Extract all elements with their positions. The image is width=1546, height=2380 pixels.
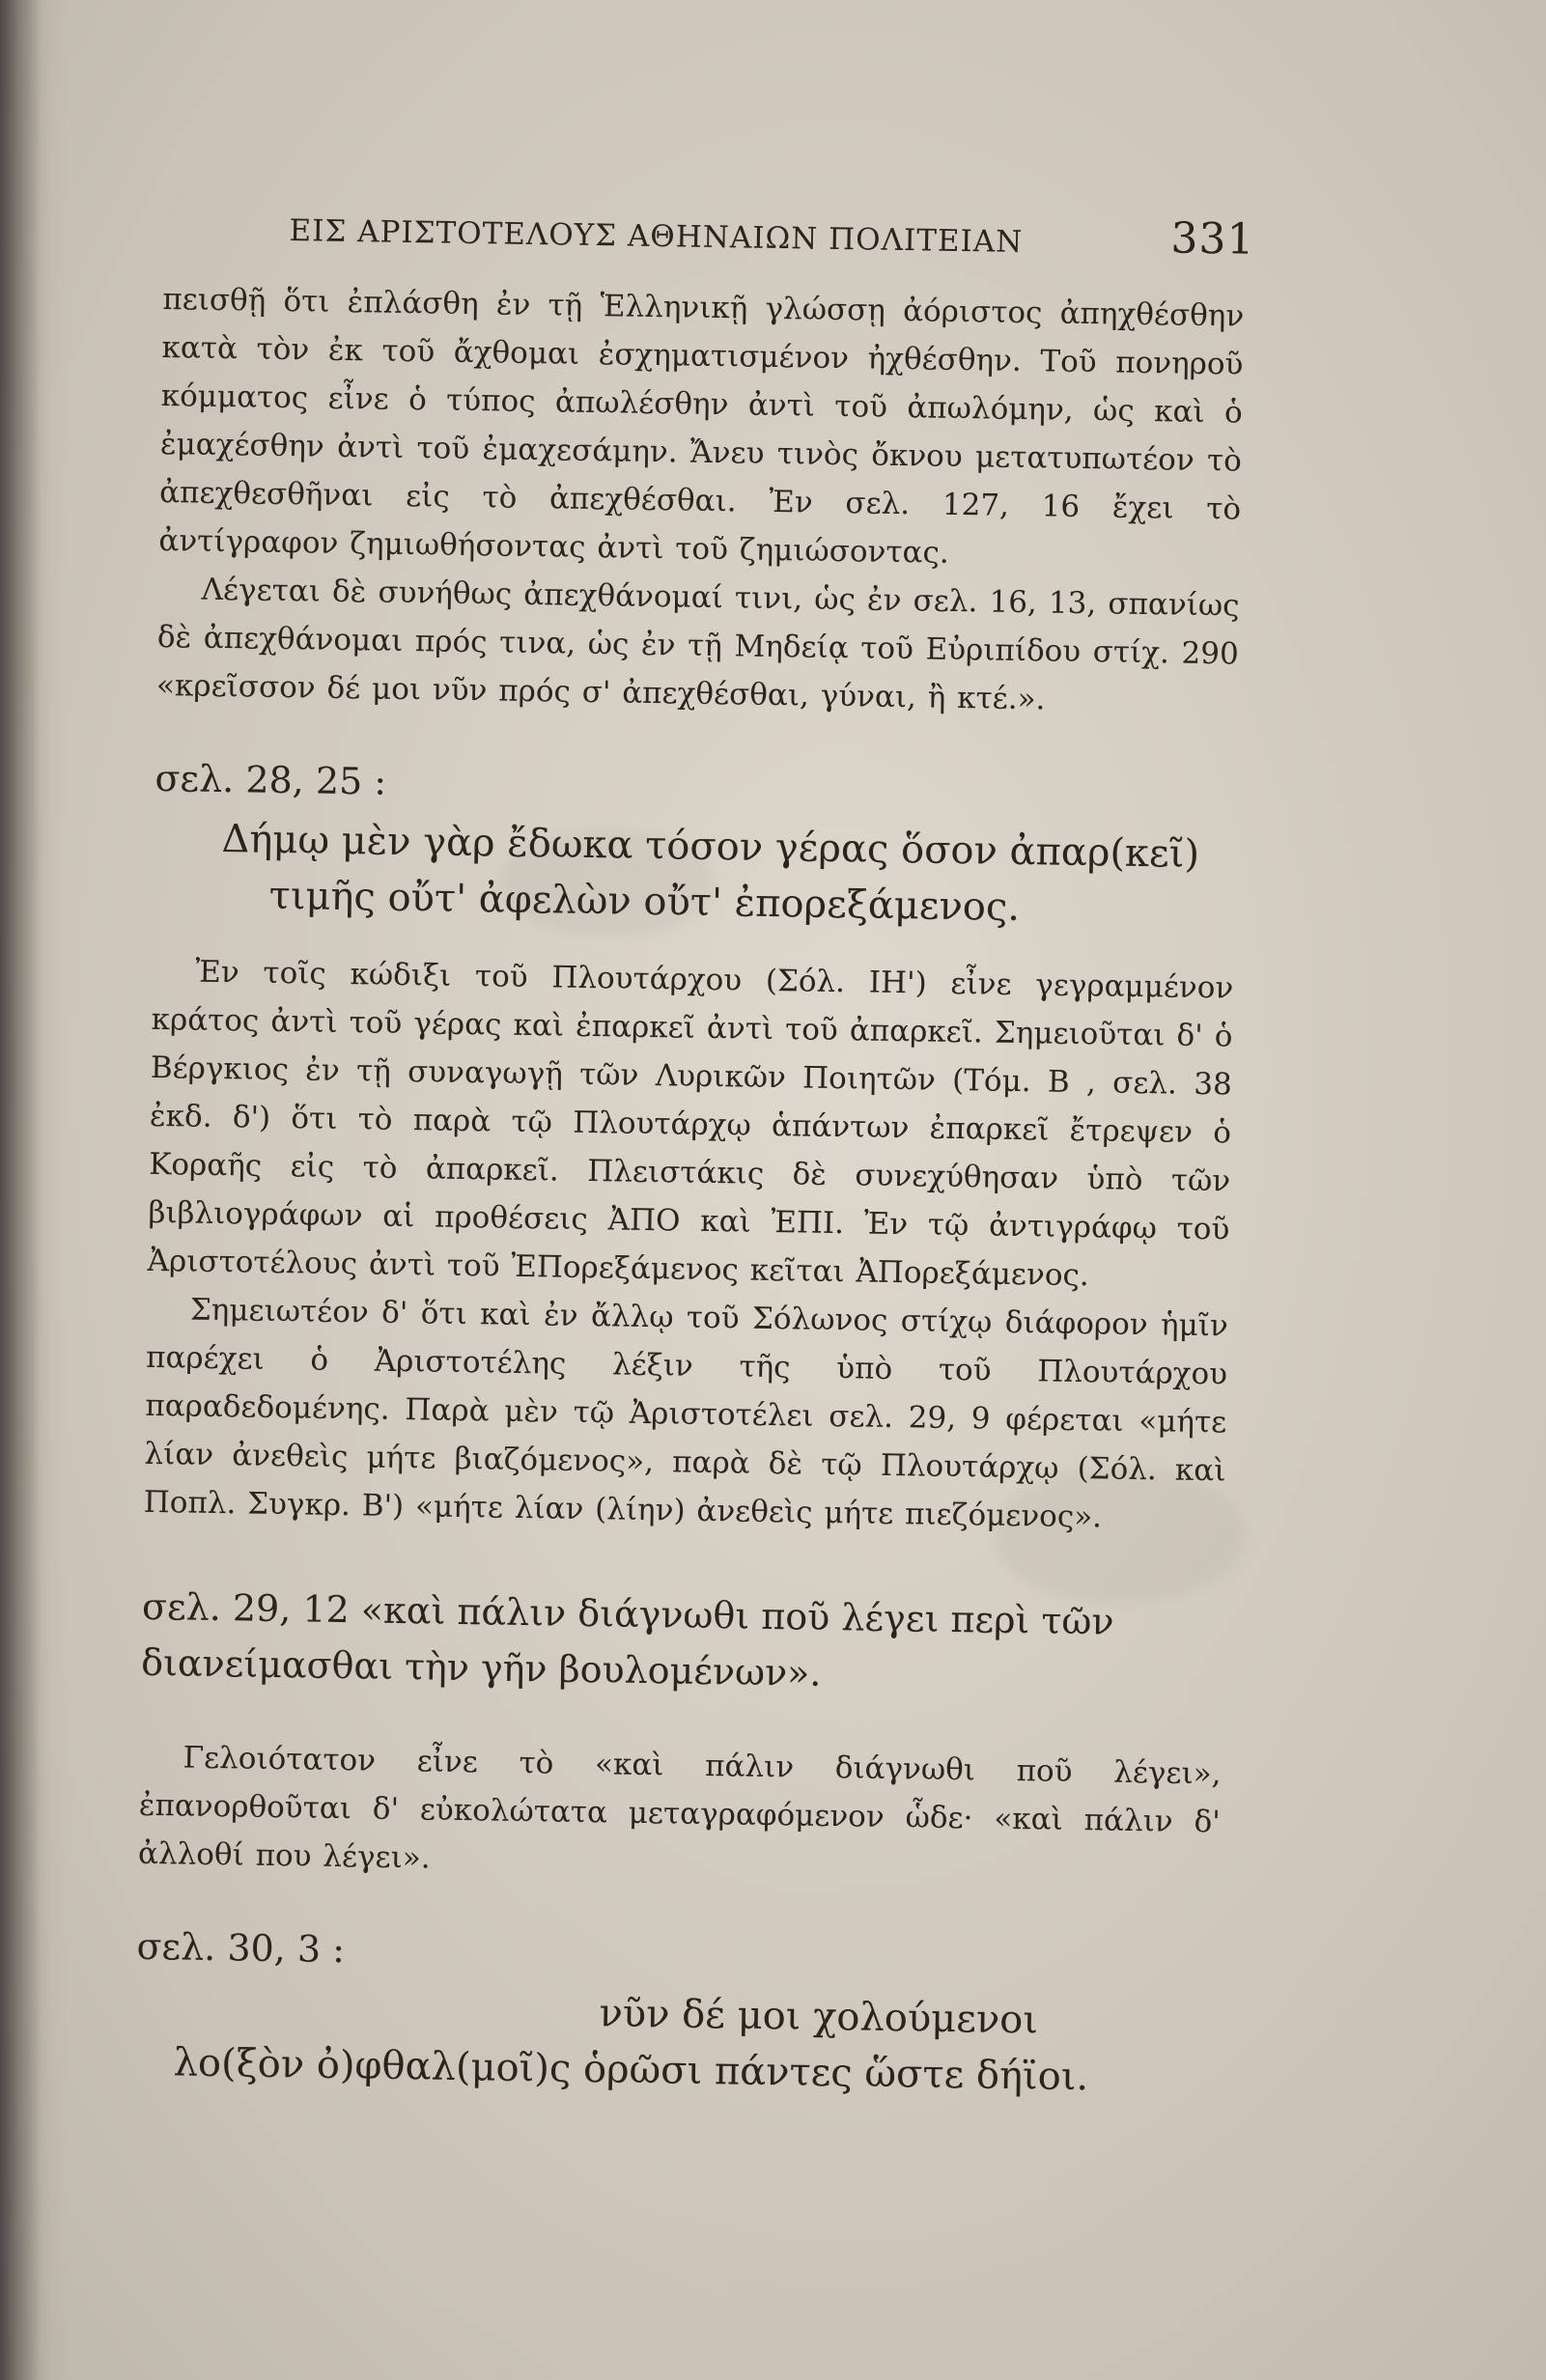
paragraph: πεισθῇ ὅτι ἐπλάσθη ἐν τῇ Ἑλληνικῇ γλώσσῃ ἀόριστος ἀπηχθέσθην κατὰ τὸν ἐκ τοῦ ἄχθομαι ἐσχηματισμένον ἠχθέσθην. Τοῦ πονηροῦ κόμματος εἶνε ὁ τύπος ἀπωλέσθην ἀντὶ τοῦ ἀπωλόμην, ὡς καὶ ὁ ἐμαχέσθην ἀντὶ τοῦ ἐμαχεσάμην. Ἄνευ τινὸς ὄκνου μετατυπωτέον τὸ ἀπεχθεσθῆναι εἰς τὸ ἀπεχθέσθαι. Ἐν σελ. 127, 16 ἔχει τὸ ἀντίγραφον ζημιωθήσοντας ἀντὶ τοῦ ζημιώσοντας. bbox=[158, 281, 1245, 571]
paragraph: Γελοιότατον εἶνε τὸ «καὶ πάλιν διάγνωθι ποῦ λέγει», ἐπανορθοῦται δ' εὐκολώτατα μεταγραφόμενον ὧδε· «καὶ πάλιν δ' ἀλλοθί που λέγει». bbox=[137, 1740, 1222, 1876]
paragraph: Σημειωτέον δ' ὅτι καὶ ἐν ἄλλῳ τοῦ Σόλωνος στίχῳ διάφορον ἡμῖν παρέχει ὁ Ἀριστοτέλης λέξιν τῆς ὑπὸ τοῦ Πλουτάρχου παραδεδομένης. Παρὰ μὲν τῷ Ἀριστοτέλει σελ. 29, 9 φέρεται «μήτε λίαν ἀνεθεὶς μήτε βιαζόμενος», παρὰ δὲ τῷ Πλουτάρχῳ (Σόλ. καὶ Ποπλ. Συγκρ. Β') «μήτε λίαν (λίην) ἀνεθεὶς μήτε πιεζόμενος». bbox=[143, 1292, 1229, 1535]
binding-shadow bbox=[0, 0, 41, 2380]
page-number: 331 bbox=[1170, 213, 1255, 265]
verse-line: νῦν δέ μοι χολούμενοι bbox=[599, 1991, 1039, 2043]
running-head bbox=[163, 198, 1255, 273]
running-title: ΕΙΣ ΑΡΙΣΤΟΤΕΛΟΥΣ ΑΘΗΝΑΙΩΝ ΠΟΛΙΤΕΙΑΝ bbox=[289, 213, 1024, 260]
section-reference-paragraph: σελ. 29, 12 «καὶ πάλιν διάγνωθι ποῦ λέγει περὶ τῶν διανείμασθαι τὴν γῆν βουλομένων». bbox=[140, 1584, 1114, 1694]
paragraph: Ἐν τοῖς κώδιξι τοῦ Πλουτάρχου (Σόλ. ΙΗ') εἶνε γεγραμμένον κράτος ἀντὶ τοῦ γέρας καὶ ἐπαρκεῖ ἀντὶ τοῦ ἀπαρκεῖ. Σημειοῦται δ' ὁ Βέργκιος ἐν τῇ συναγωγῇ τῶν Λυρικῶν Ποιητῶν (Τόμ. Β , σελ. 38 ἐκδ. δ') ὅτι τὸ παρὰ τῷ Πλουτάρχῳ ἁπάντων ἐπαρκεῖ ἔτρεψεν ὁ Κοραῆς εἰς τὸ ἀπαρκεῖ. Πλειστάκις δὲ συνεχύθησαν ὑπὸ τῶν βιβλιογράφων αἱ προθέσεις ἈΠΟ καὶ ἘΠΙ. Ἐν τῷ ἀντιγράφῳ τοῦ Ἀριστοτέλους ἀντὶ τοῦ ἘΠορεξάμενος κεῖται ἈΠορεξάμενος. bbox=[147, 954, 1234, 1294]
verse-line: λο(ξὸν ὀ)φθαλ(μοῖ)ς ὁρῶσι πάντες ὥστε δήϊοι. bbox=[173, 2040, 1089, 2100]
section-reference: σελ. 30, 3 : bbox=[136, 1924, 346, 1972]
verse-line: τιμῆς οὔτ' ἀφελὼν οὔτ' ἐπορεξάμενος. bbox=[268, 873, 1021, 931]
verse-line: Δήμῳ μὲν γὰρ ἔδωκα τόσον γέρας ὅσον ἀπαρ(κεῖ) bbox=[221, 817, 1200, 877]
text-block bbox=[134, 198, 1255, 2107]
paragraph: Λέγεται δὲ συνήθως ἀπεχθάνομαί τινι, ὡς ἐν σελ. 16, 13, σπανίως δὲ ἀπεχθάνομαι πρός τινα, ὡς ἐν τῇ Μηδείᾳ τοῦ Εὐριπίδου στίχ. 290 «κρεῖσσον δέ μοι νῦν πρός σ' ἀπεχθέσθαι, γύναι, ἢ κτέ.». bbox=[155, 572, 1240, 717]
section-reference: σελ. 28, 25 : bbox=[155, 756, 387, 803]
